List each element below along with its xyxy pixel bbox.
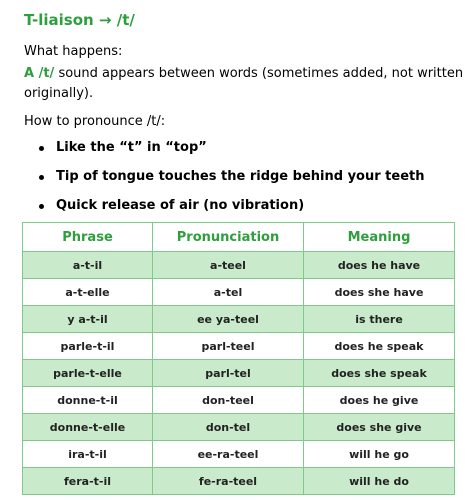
table-row [23,252,455,279]
pronunciation-tips-list [36,138,424,225]
phrase-cell: parle-t-elle [23,360,153,387]
pronunciation-cell: ee ya-teel [153,306,304,333]
phrase-cell: ira-t-il [23,441,153,468]
phrase-cell: a-t-elle [23,279,153,306]
meaning-cell: does she speak [304,360,455,387]
sound-highlight: A /t/ [24,66,55,81]
what-happens-text-line1 [24,64,463,84]
table-row [23,333,455,360]
phrase-cell: donne-t-elle [23,414,153,441]
pronunciation-cell: don-tel [153,414,304,441]
phrase-cell: parle-t-il [23,333,153,360]
meaning-cell: does she give [304,414,455,441]
table-row [23,468,455,495]
table-row [23,441,455,468]
table-header-row [23,223,455,252]
meaning-cell: does he speak [304,333,455,360]
meaning-cell: will he do [304,468,455,495]
how-to-label: How to pronounce /t/: [24,114,166,129]
pronunciation-cell: a-tel [153,279,304,306]
what-happens-label: What happens: [24,44,123,59]
table-row [23,279,455,306]
table-row [23,414,455,441]
tip-item: Like the “t” in “top” [36,138,424,167]
meaning-cell: does she have [304,279,455,306]
liaison-table [22,222,455,495]
table-row [23,306,455,333]
meaning-cell: is there [304,306,455,333]
pronunciation-cell: ee-ra-teel [153,441,304,468]
header-meaning: Meaning [304,223,455,252]
header-phrase: Phrase [23,223,153,252]
phrase-cell: donne-t-il [23,387,153,414]
pronunciation-cell: don-teel [153,387,304,414]
table-row [23,387,455,414]
pronunciation-cell: parl-teel [153,333,304,360]
pronunciation-cell: fe-ra-teel [153,468,304,495]
pronunciation-cell: a-teel [153,252,304,279]
phrase-cell: y a-t-il [23,306,153,333]
tip-item: Tip of tongue touches the ridge behind your teeth [36,167,424,196]
pronunciation-cell: parl-tel [153,360,304,387]
header-pronunciation: Pronunciation [153,223,304,252]
tip-item: Quick release of air (no vibration) [36,196,424,225]
what-happens-text-line2: originally). [24,86,94,101]
meaning-cell: will he go [304,441,455,468]
what-happens-rest-line1: sound appears between words (sometimes added, not written [54,66,464,81]
table-row [23,360,455,387]
phrase-cell: fera-t-il [23,468,153,495]
phrase-cell: a-t-il [23,252,153,279]
page-title: T-liaison → /t/ [24,11,135,29]
meaning-cell: does he have [304,252,455,279]
meaning-cell: does he give [304,387,455,414]
